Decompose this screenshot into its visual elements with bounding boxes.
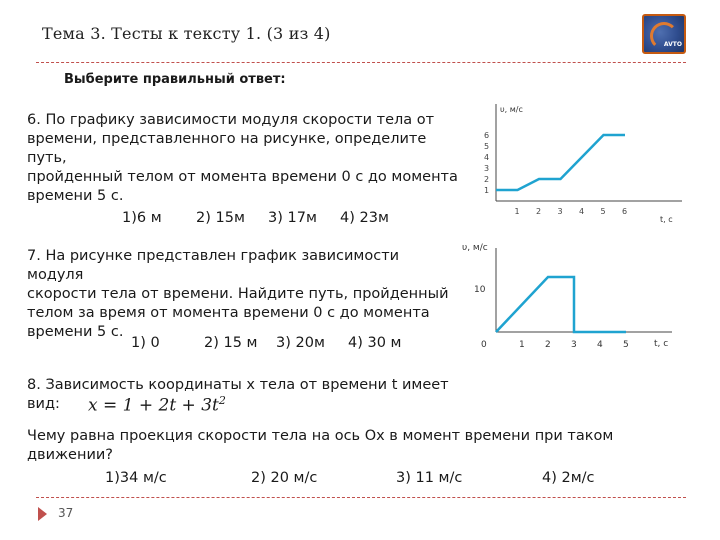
y-tick-label: 3 xyxy=(484,164,490,173)
x-tick-label: 0 xyxy=(481,340,487,350)
data-line xyxy=(496,277,626,332)
q6-answer-4[interactable]: 4) 23м xyxy=(340,210,389,226)
x-tick-label: 4 xyxy=(579,207,585,216)
x-tick-label: 1 xyxy=(519,340,525,350)
question-line: времени, представленного на рисунке, определите путь, xyxy=(27,131,427,166)
x-tick-label: 5 xyxy=(623,340,629,350)
data-line xyxy=(496,135,625,190)
page-number: 37 xyxy=(58,506,74,520)
q8-answer-1[interactable]: 1)34 м/с xyxy=(105,470,167,486)
x-axis-label: t, c xyxy=(660,215,673,224)
arrow-right-icon[interactable] xyxy=(38,507,47,521)
question-6-text xyxy=(27,111,467,206)
q6-answer-2[interactable]: 2) 15м xyxy=(196,210,245,226)
formula-power: 2 xyxy=(218,394,226,407)
question-8-subtext xyxy=(27,427,647,465)
q8-answer-3[interactable]: 3) 11 м/с xyxy=(396,470,463,486)
x-tick-label: 2 xyxy=(536,207,542,216)
y-tick-label: 2 xyxy=(484,175,490,184)
q6-answer-3[interactable]: 3) 17м xyxy=(268,210,317,226)
x-tick-label: 3 xyxy=(571,340,577,350)
y-tick-label: 1 xyxy=(484,186,490,195)
question-line: 8. Зависимость координаты x тела от времени t имеет xyxy=(27,377,449,393)
q8-answer-2[interactable]: 2) 20 м/с xyxy=(251,470,318,486)
question-line: времени 5 с. xyxy=(27,324,124,340)
y-tick-label: 6 xyxy=(484,131,490,140)
question-line: 6. По графику зависимости модуля скорости тела от xyxy=(27,112,435,128)
x-tick-label: 1 xyxy=(514,207,520,216)
graph-q7 xyxy=(458,236,688,356)
question-7-text xyxy=(27,247,457,342)
x-tick-label: 5 xyxy=(600,207,606,216)
question-line: движении? xyxy=(27,447,114,463)
logo-icon xyxy=(642,14,686,54)
x-tick-label: 4 xyxy=(597,340,603,350)
x-tick-label: 6 xyxy=(622,207,628,216)
question-line: Чему равна проекция скорости тела на ось Ox в момент времени при таком xyxy=(27,428,614,444)
question-line: скорости тела от времени. Найдите путь, пройденный xyxy=(27,286,449,302)
y-axis-label: υ, м/с xyxy=(462,243,488,253)
formula xyxy=(88,394,226,416)
y-tick-label: 4 xyxy=(484,153,490,162)
x-tick-label: 3 xyxy=(557,207,563,216)
graph-q6 xyxy=(470,96,690,232)
footer-divider xyxy=(36,497,686,498)
q6-answer-1[interactable]: 1)6 м xyxy=(122,210,162,226)
q7-answer-2[interactable]: 2) 15 м xyxy=(204,335,258,351)
y-tick-label: 5 xyxy=(484,142,490,151)
logo-text: AVTO xyxy=(663,41,682,48)
q7-answer-1[interactable]: 1) 0 xyxy=(131,335,160,351)
q7-answer-3[interactable]: 3) 20м xyxy=(276,335,325,351)
q7-answer-4[interactable]: 4) 30 м xyxy=(348,335,402,351)
instruction-text: Выберите правильный ответ: xyxy=(64,72,286,87)
question-line: телом за время от момента времени 0 с до момента xyxy=(27,305,430,321)
slide-title: Тема 3. Тесты к тексту 1. (3 из 4) xyxy=(42,24,331,43)
y-axis-label: υ, м/с xyxy=(500,105,523,114)
formula-text: x = 1 + 2t + 3t xyxy=(88,395,219,416)
y-tick-label: 10 xyxy=(474,285,486,295)
x-axis-label: t, c xyxy=(654,339,669,349)
x-tick-label: 2 xyxy=(545,340,551,350)
question-line: времени 5 с. xyxy=(27,188,124,204)
question-line: 7. На рисунке представлен график зависимости модуля xyxy=(27,248,400,283)
question-line: вид: xyxy=(27,396,60,412)
q8-answer-4[interactable]: 4) 2м/с xyxy=(542,470,595,486)
header-divider xyxy=(36,62,686,63)
question-line: пройденный телом от момента времени 0 с до момента xyxy=(27,169,458,185)
